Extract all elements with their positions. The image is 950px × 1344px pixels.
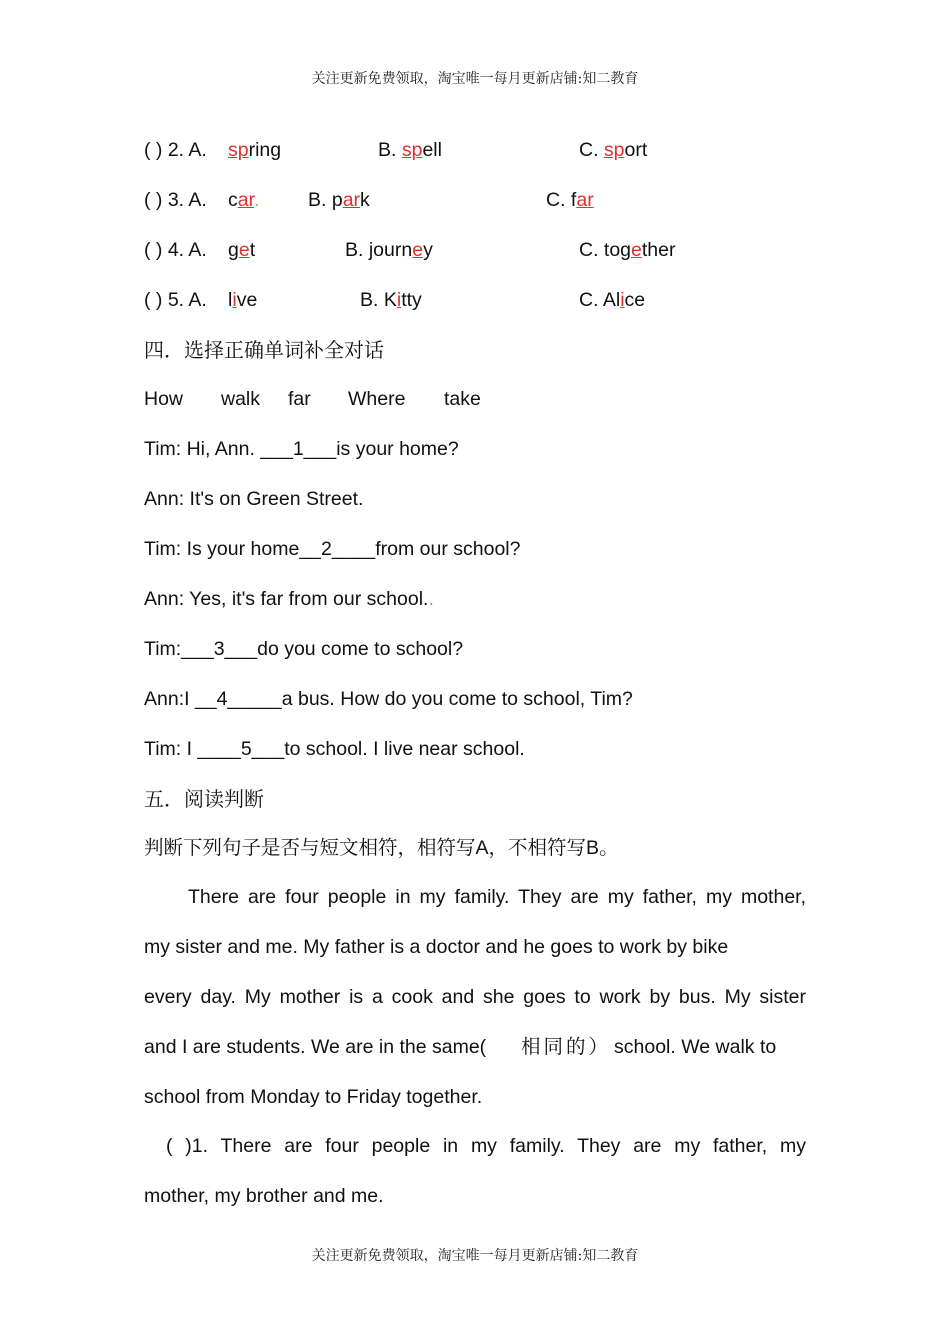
word-bank-item: Where xyxy=(348,388,406,410)
dialogue-line: Tim:___3___do you come to school? xyxy=(144,638,464,660)
option-b: B. spell xyxy=(378,139,442,161)
word-bank-item: walk xyxy=(221,388,261,410)
passage-line: every day. My mother is a cook and she goes to work by bus. My sister xyxy=(144,986,806,1008)
dialogue-line: Ann: It's on Green Street. xyxy=(144,488,364,510)
question-line: ( )1. There are four people in my family. They are my father, my xyxy=(166,1135,806,1157)
word-bank-item: far xyxy=(288,388,311,410)
option-a: spring xyxy=(228,139,282,161)
passage-line: There are four people in my family. They are my father, my mother, xyxy=(188,886,806,908)
option-c: C. together xyxy=(579,239,676,261)
passage-line: school from Monday to Friday together. xyxy=(144,1086,483,1108)
option-c: C. far xyxy=(546,189,594,211)
question-prefix: ( ) 2. A. xyxy=(144,139,207,161)
dialogue-line: Tim: Is your home__2____from our school? xyxy=(144,538,521,560)
question-prefix: ( ) 4. A. xyxy=(144,239,207,261)
option-c: C. sport xyxy=(579,139,648,161)
section4-title: 四．选择正确单词补全对话 xyxy=(144,338,384,362)
passage-line: my sister and me. My father is a doctor and he goes to work by bike xyxy=(144,936,729,958)
option-a: car. xyxy=(228,189,260,211)
marker-dot: . xyxy=(254,189,260,211)
page-header: 关注更新免费领取，淘宝唯一每月更新店铺:知二教育 xyxy=(311,71,639,87)
option-a: live xyxy=(228,289,258,311)
option-b: B. park xyxy=(308,189,370,211)
question-line: mother, my brother and me. xyxy=(144,1185,384,1207)
option-b: B. journey xyxy=(345,239,433,261)
question-prefix: ( ) 3. A. xyxy=(144,189,207,211)
dialogue-line: Ann:I __4_____a bus. How do you come to school, Tim? xyxy=(144,688,633,710)
question-prefix: ( ) 5. A. xyxy=(144,289,207,311)
dialogue-line: Ann: Yes, it's far from our school.. xyxy=(144,588,434,610)
option-a: get xyxy=(228,239,256,261)
dialogue-line: Tim: I ____5___to school. I live near school. xyxy=(144,738,525,760)
word-bank-item: How xyxy=(144,388,184,410)
section5-title: 五．阅读判断 xyxy=(144,787,264,811)
option-c: C. Alice xyxy=(579,289,646,311)
word-bank-item: take xyxy=(444,388,481,410)
dialogue-line: Tim: Hi, Ann. ___1___is your home? xyxy=(144,438,459,460)
section5-instruction: 判断下列句子是否与短文相符，相符写A，不相符写B。 xyxy=(144,836,619,859)
marker-dot: . xyxy=(428,588,434,610)
page-footer: 关注更新免费领取，淘宝唯一每月更新店铺:知二教育 xyxy=(311,1248,639,1264)
option-b: B. Kitty xyxy=(360,289,422,311)
